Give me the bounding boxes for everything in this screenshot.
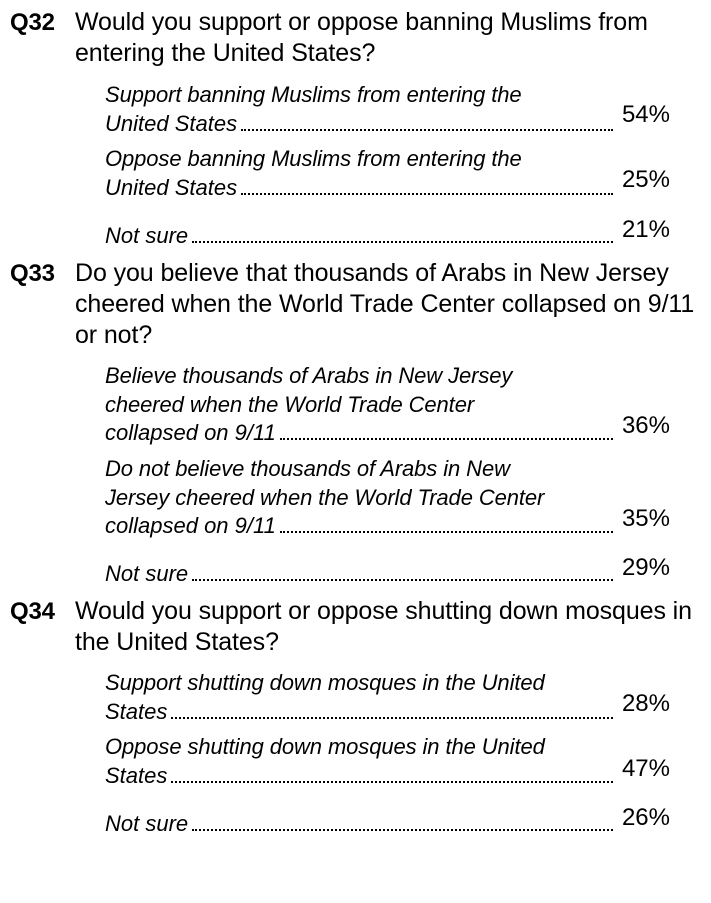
answer-percent: 25%: [621, 166, 670, 193]
answer-label-line: Do not believe thousands of Arabs in New: [105, 456, 510, 481]
answer-percent: 35%: [621, 505, 670, 532]
question-number: Q32: [10, 9, 55, 36]
dot-leader: [241, 129, 613, 131]
answer-label-last: Not sure: [105, 811, 189, 836]
answer-label-last: States: [105, 762, 168, 788]
question-number: Q33: [10, 260, 55, 287]
answer-label-line: Jersey cheered when the World Trade Center: [105, 484, 545, 510]
answer-option: [105, 81, 670, 138]
answer-label-line: Oppose shutting down mosques in the United: [105, 734, 545, 759]
answer-label-line: Believe thousands of Arabs in New Jersey: [105, 363, 513, 388]
dot-leader: [280, 531, 613, 533]
answer-option: [105, 362, 670, 448]
answer-option: [105, 216, 670, 251]
answer-option: [105, 145, 670, 202]
question-text: Would you support or oppose shutting down mosques in the United States?: [75, 597, 692, 656]
dot-leader: [192, 579, 613, 581]
answer-label-line: Support banning Muslims from entering the: [105, 82, 522, 107]
question-text: Do you believe that thousands of Arabs in New Jersey cheered when the World Trade Center collapsed on 9/11 or not?: [75, 259, 695, 349]
dot-leader: [241, 193, 613, 195]
question-number: Q34: [10, 598, 55, 625]
answer-label-line: cheered when the World Trade Center: [105, 391, 475, 417]
answer-option: [105, 733, 670, 790]
answer-label-last: Not sure: [105, 223, 189, 248]
answer-label-last: Not sure: [105, 561, 189, 586]
answer-label-last: United States: [105, 174, 238, 200]
dot-leader: [280, 438, 613, 440]
dot-leader: [171, 781, 613, 783]
answer-label-last: collapsed on 9/11: [105, 513, 276, 538]
answer-option: [105, 455, 670, 541]
answer-option: [105, 669, 670, 726]
answer-label-line: Support shutting down mosques in the United: [105, 670, 545, 695]
answer-percent: 21%: [621, 216, 670, 243]
answer-percent: 47%: [621, 755, 670, 782]
answer-label-last: United States: [105, 110, 238, 136]
dot-leader: [192, 829, 613, 831]
answer-label-last: States: [105, 698, 168, 724]
question-text: Would you support or oppose banning Muslims from entering the United States?: [75, 8, 648, 67]
dot-leader: [171, 717, 613, 719]
dot-leader: [192, 241, 613, 243]
answer-percent: 28%: [621, 690, 670, 717]
answer-option: [105, 804, 670, 839]
answer-percent: 54%: [621, 101, 670, 128]
answer-percent: 36%: [621, 412, 670, 439]
answer-label-last: collapsed on 9/11: [105, 420, 276, 445]
answer-label-line: Oppose banning Muslims from entering the: [105, 146, 522, 171]
answer-percent: 26%: [621, 804, 670, 831]
answer-option: [105, 554, 670, 589]
answer-percent: 29%: [621, 554, 670, 581]
